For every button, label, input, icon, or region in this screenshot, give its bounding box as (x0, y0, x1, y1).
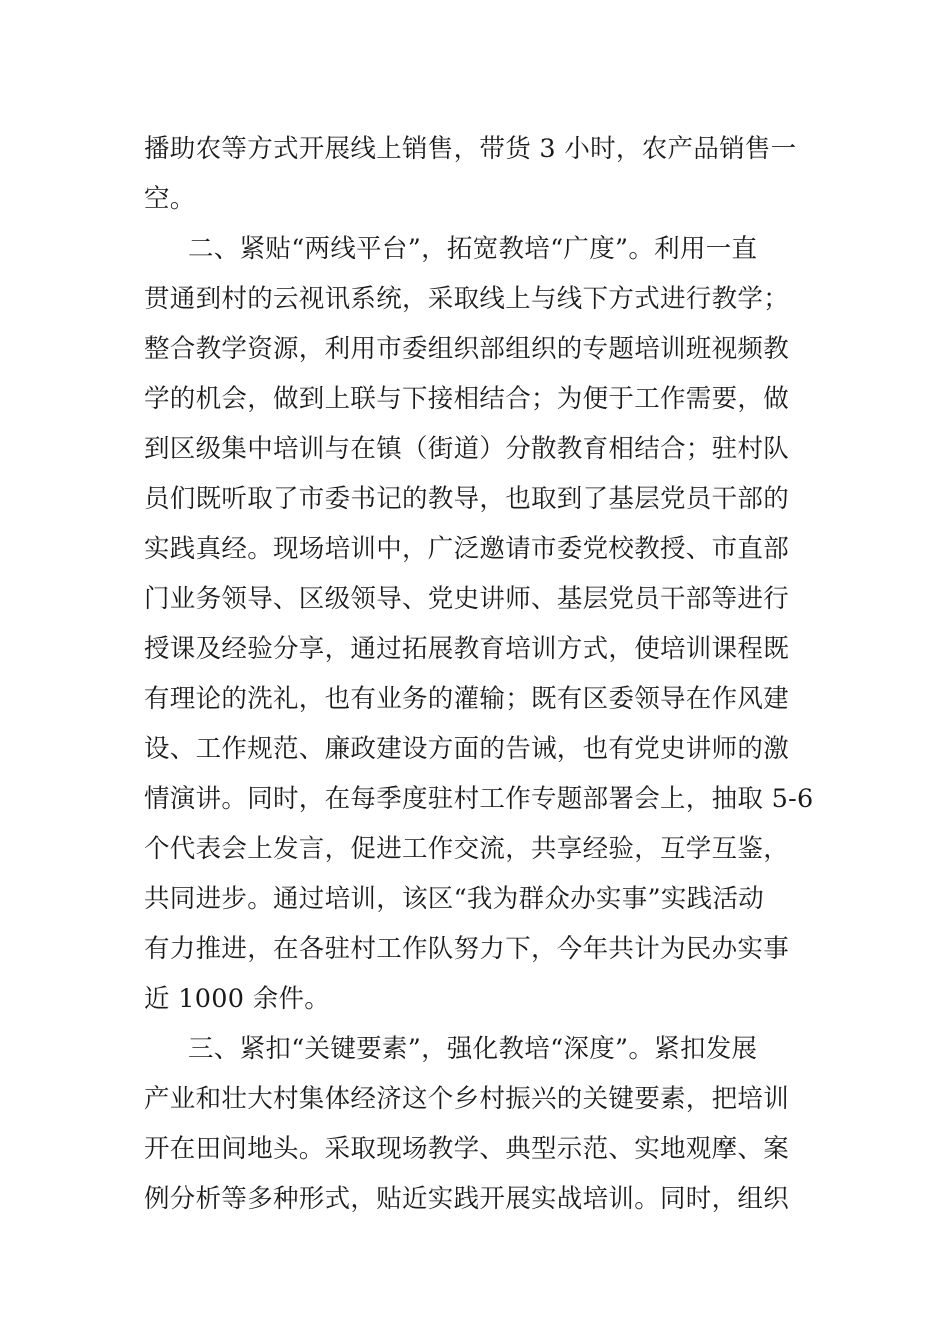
text-line: 授课及经验分享，通过拓展教育培训方式，使培训课程既 (144, 634, 790, 664)
paragraph-start-line: 二、紧贴“两线平台”，拓宽教培“广度”。利用一直 (188, 234, 758, 264)
text-line: 贯通到村的云视讯系统，采取线上与线下方式进行教学； (144, 284, 790, 314)
text-line: 员们既听取了市委书记的教导，也取到了基层党员干部的 (144, 484, 790, 514)
text-line: 设、工作规范、廉政建设方面的告诫，也有党史讲师的激 (144, 734, 790, 764)
text-line: 个代表会上发言，促进工作交流，共享经验，互学互鉴， (144, 834, 790, 864)
text-line: 到区级集中培训与在镇（街道）分散教育相结合；驻村队 (144, 434, 790, 464)
text-line: 开在田间地头。采取现场教学、典型示范、实地观摩、案 (144, 1134, 790, 1164)
text-line: 有力推进，在各驻村工作队努力下，今年共计为民办实事 (144, 934, 790, 964)
text-line: 例分析等多种形式，贴近实践开展实战培训。同时，组织 (144, 1184, 790, 1214)
document-body (144, 124, 814, 1224)
text-line: 近 1000 余件。 (144, 984, 331, 1014)
text-line: 整合教学资源，利用市委组织部组织的专题培训班视频教 (144, 334, 790, 364)
text-line: 门业务领导、区级领导、党史讲师、基层党员干部等进行 (144, 584, 790, 614)
text-line: 实践真经。现场培训中，广泛邀请市委党校教授、市直部 (144, 534, 790, 564)
paragraph-start-line: 三、紧扣“关键要素”，强化教培“深度”。紧扣发展 (188, 1034, 758, 1064)
text-line: 情演讲。同时，在每季度驻村工作专题部署会上，抽取 5-6 (144, 784, 814, 814)
text-line: 产业和壮大村集体经济这个乡村振兴的关键要素，把培训 (144, 1084, 790, 1114)
text-line: 空。 (144, 184, 196, 214)
text-line: 播助农等方式开展线上销售，带货 3 小时，农产品销售一 (144, 134, 797, 164)
text-line: 有理论的洗礼，也有业务的灌输；既有区委领导在作风建 (144, 684, 790, 714)
text-line: 共同进步。通过培训，该区“我为群众办实事”实践活动 (144, 884, 765, 914)
text-line: 学的机会，做到上联与下接相结合；为便于工作需要，做 (144, 384, 790, 414)
